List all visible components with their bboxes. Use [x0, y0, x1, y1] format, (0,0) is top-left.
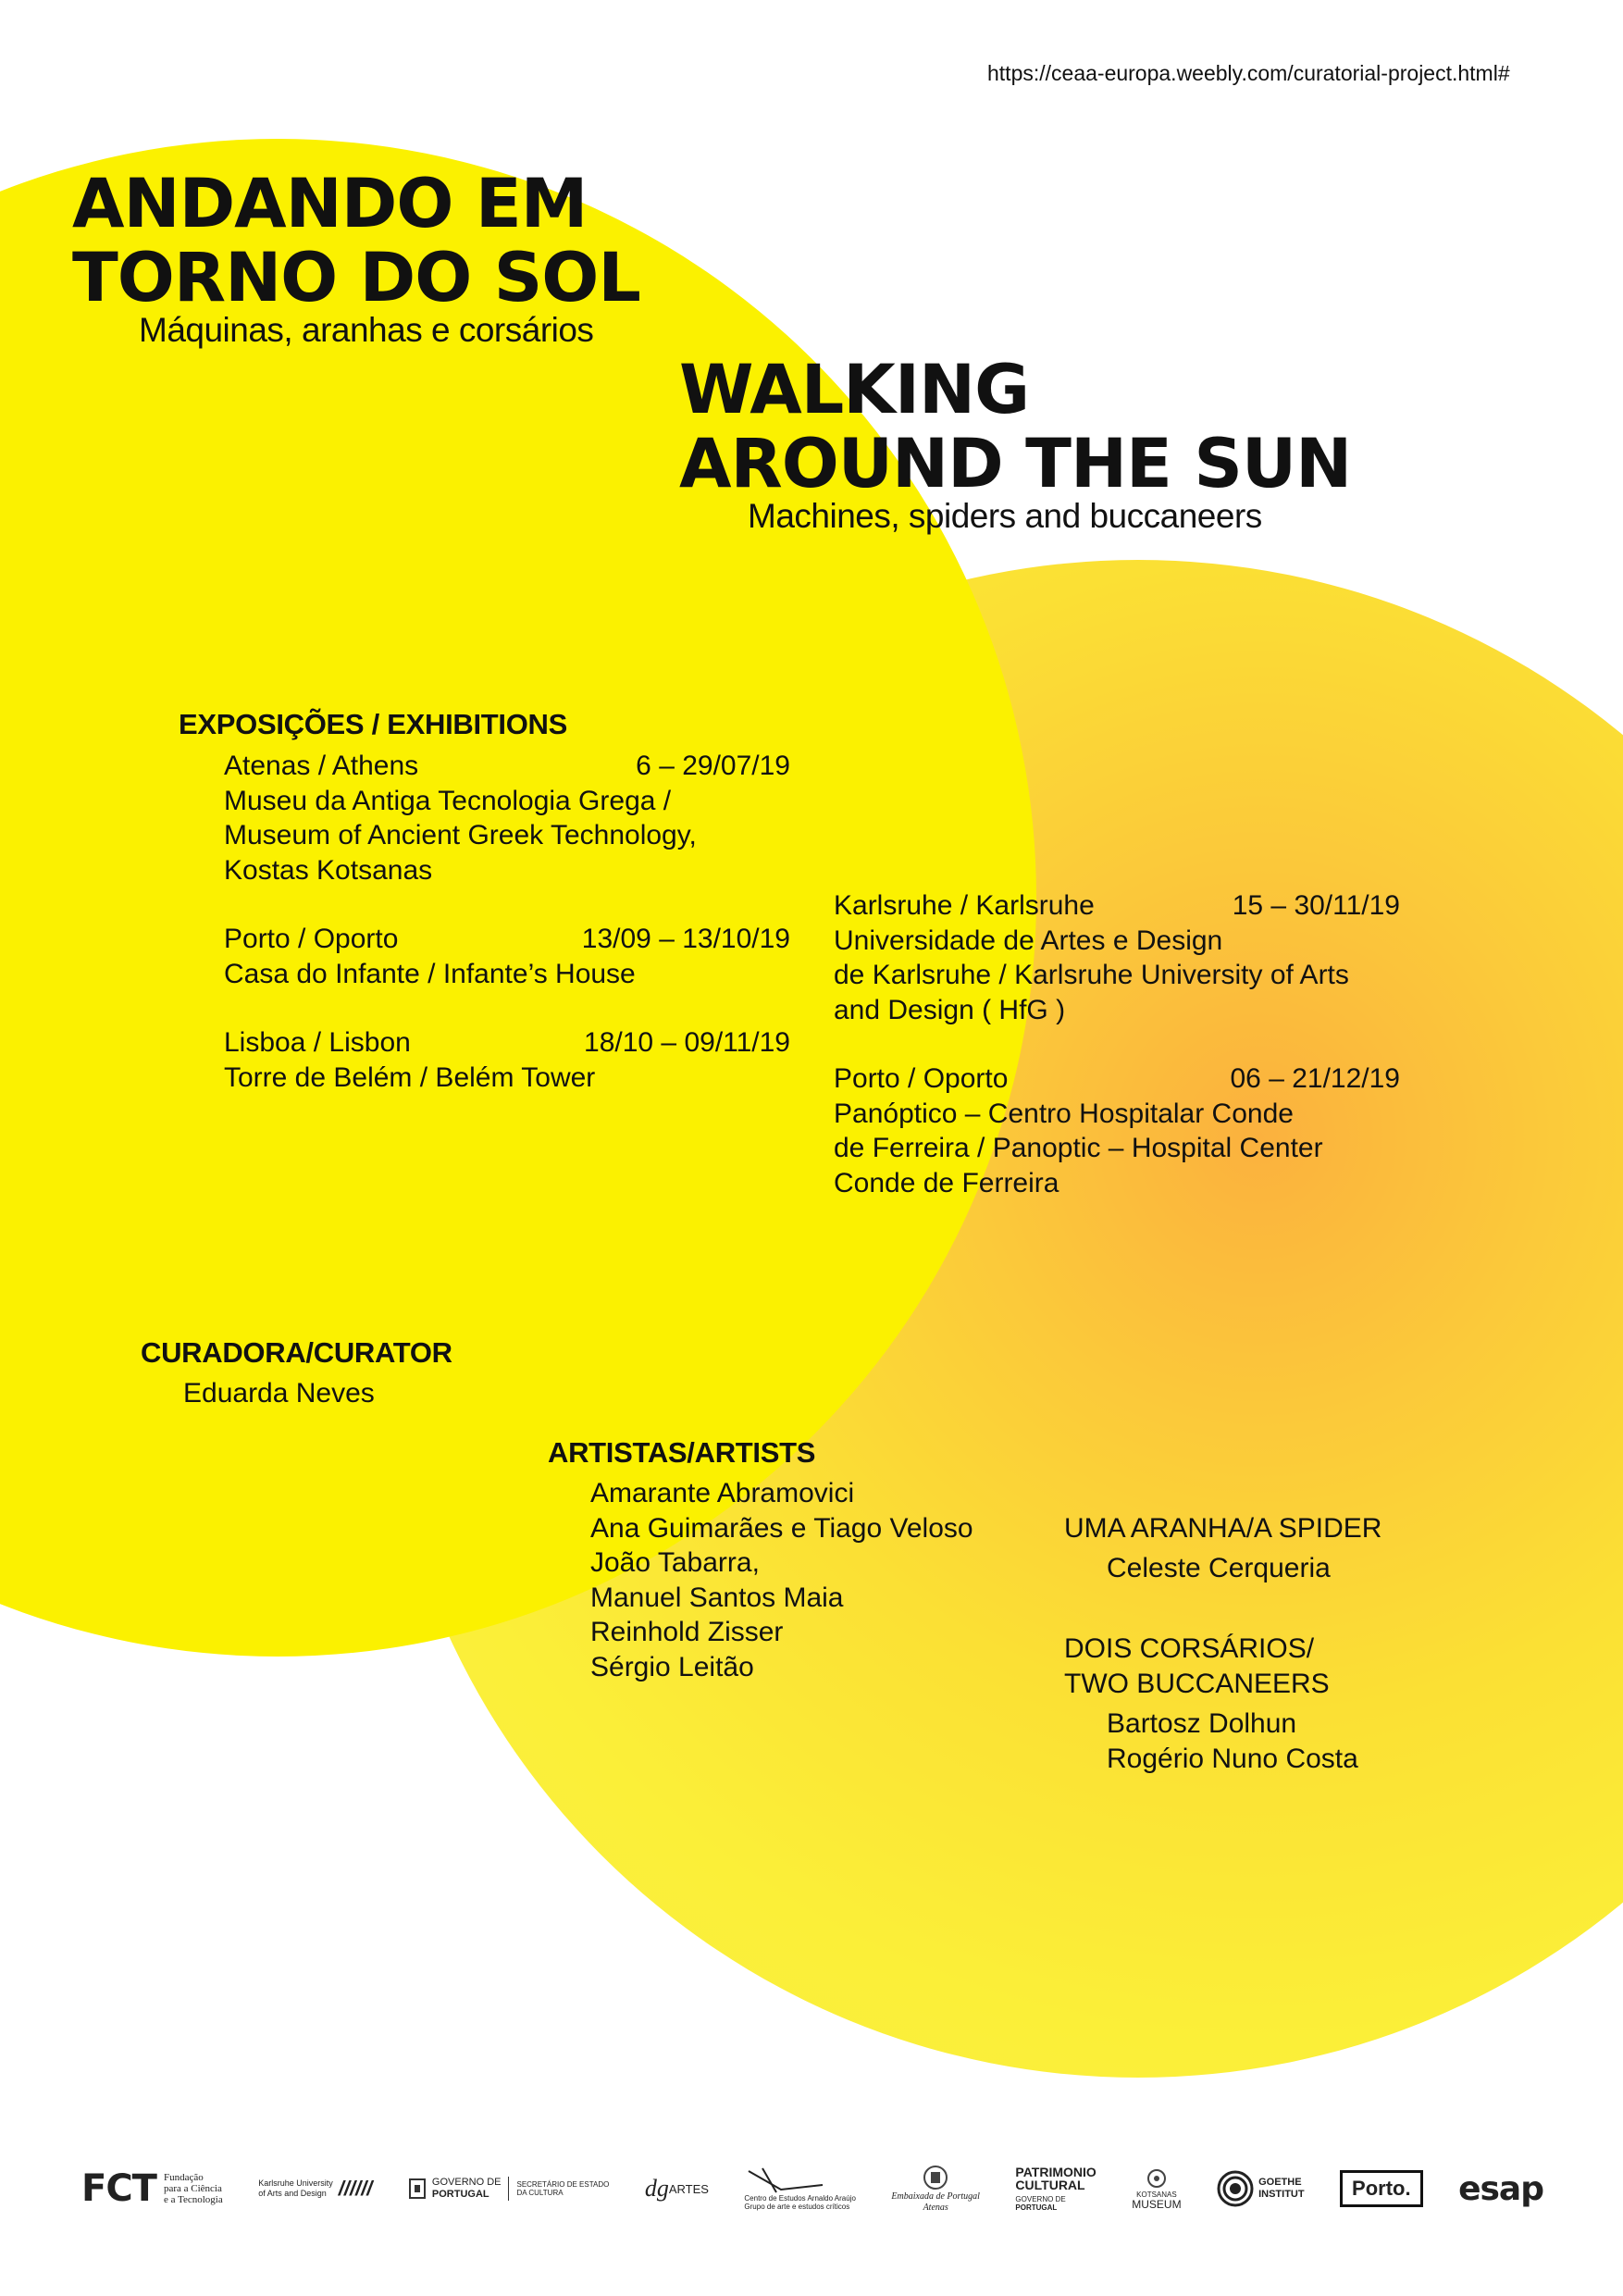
exhibition-lisbon [224, 1025, 790, 1095]
fct-mark: FCT [81, 2167, 156, 2210]
spider-heading: UMA ARANHA/A SPIDER [1064, 1513, 1382, 1544]
subtitle-pt: Máquinas, aranhas e corsários [139, 311, 594, 349]
kotsanas-emblem-icon [1145, 2166, 1169, 2191]
goethe-text: GOETHE [1258, 2177, 1302, 2188]
exhibition-venue-line: Museum of Ancient Greek Technology, [224, 820, 697, 850]
exhibition-venue-line: Conde de Ferreira [834, 1167, 1059, 1198]
exhibition-city: Karlsruhe / Karlsruhe [834, 890, 1095, 921]
subtitle-en: Machines, spiders and buccaneers [748, 497, 1262, 535]
logo-esap[interactable]: esap [1458, 2169, 1543, 2208]
dgartes-text: ARTES [668, 2181, 709, 2196]
title-pt-line1: ANDANDO EM [72, 165, 588, 243]
patrimonio-text: CULTURAL [1015, 2178, 1085, 2192]
exhibition-venue-line: Torre de Belém / Belém Tower [224, 1061, 596, 1093]
exhibitions-right-column [834, 888, 1400, 1200]
exhibition-venue-line: Kostas Kotsanas [224, 854, 433, 886]
exhibition-city: Lisboa / Lisbon [224, 1027, 411, 1058]
exhibition-dates: 13/09 – 13/10/19 [581, 924, 790, 954]
curator-heading: CURADORA/CURATOR [141, 1336, 452, 1369]
karlsruhe-text: Karlsruhe University [258, 2178, 333, 2188]
artists-heading: ARTISTAS/ARTISTS [548, 1436, 816, 1469]
curator-name: Eduarda Neves [183, 1378, 375, 1409]
logo-patrimonio-cultural[interactable] [1015, 2166, 1096, 2212]
goethe-circles-icon [1217, 2170, 1254, 2207]
governo-text: DA CULTURA [516, 2189, 564, 2197]
spider-name: Celeste Cerqueria [1107, 1553, 1331, 1583]
exhibition-dates: 18/10 – 09/11/19 [584, 1027, 790, 1058]
embaixada-text: Embaixada de Portugal [891, 2191, 980, 2202]
exhibition-dates: 15 – 30/11/19 [1232, 890, 1400, 921]
exhibition-venue-line: Museu da Antiga Tecnologia Grega / [224, 785, 672, 816]
exhibition-venue-line: and Design ( HfG ) [834, 994, 1066, 1025]
exhibition-city: Atenas / Athens [224, 751, 419, 781]
governo-emblem-icon [408, 2176, 428, 2202]
logo-porto[interactable]: Porto. [1340, 2170, 1423, 2207]
patrimonio-text: PORTUGAL [1015, 2203, 1058, 2212]
exhibition-venue-line: Universidade de Artes e Design [834, 925, 1223, 956]
exhibitions-heading: EXPOSIÇÕES / EXHIBITIONS [179, 708, 568, 740]
logo-goethe-institut[interactable] [1217, 2170, 1305, 2207]
artist-name: Ana Guimarães e Tiago Veloso [590, 1512, 973, 1544]
artist-name: Reinhold Zisser [590, 1617, 784, 1647]
goethe-text: INSTITUT [1258, 2189, 1305, 2200]
ceaa-text: Grupo de arte e estudos críticos [744, 2203, 850, 2211]
logo-governo-portugal-cultura[interactable] [408, 2176, 609, 2202]
buccaneers-heading: TWO BUCCANEERS [1064, 1668, 1330, 1699]
governo-text: GOVERNO DE [431, 2177, 502, 2188]
exhibition-athens [224, 749, 790, 887]
logo-dgartes[interactable] [645, 2175, 709, 2203]
coat-of-arms-icon [922, 2164, 949, 2191]
karlsruhe-text: of Arts and Design [258, 2189, 327, 2198]
kotsanas-text: KOTSANAS [1136, 2191, 1177, 2199]
logo-ceaa[interactable] [744, 2166, 856, 2211]
artist-name: Manuel Santos Maia [590, 1582, 844, 1613]
sponsor-logos [81, 2138, 1543, 2240]
buccaneer-name: Bartosz Dolhun [1107, 1708, 1297, 1739]
artists-list [590, 1476, 973, 1684]
ceaa-text: Centro de Estudos Arnaldo Araújo [744, 2194, 856, 2203]
exhibition-city: Porto / Oporto [224, 924, 399, 954]
artist-name: Amarante Abramovici [590, 1478, 855, 1508]
exhibition-venue-line: de Ferreira / Panoptic – Hospital Center [834, 1133, 1323, 1163]
exhibition-venue-line: Panóptico – Centro Hospitalar Conde [834, 1098, 1294, 1129]
fct-text: para a Ciência [163, 2183, 222, 2194]
fct-text: e a Tecnologia [163, 2194, 223, 2205]
exhibition-venue-line: Casa do Infante / Infante’s House [224, 958, 636, 989]
exhibition-porto-panoptico [834, 1061, 1400, 1200]
exhibition-dates: 06 – 21/12/19 [1230, 1063, 1400, 1094]
logo-fct[interactable] [81, 2167, 223, 2210]
dgartes-mark: dg [644, 2175, 669, 2202]
exhibition-venue-line: de Karlsruhe / Karlsruhe University of Arts [834, 960, 1349, 990]
exhibition-dates: 6 – 29/07/19 [636, 751, 790, 781]
source-url[interactable]: https://ceaa-europa.weebly.com/curatorial-project.html# [987, 61, 1510, 85]
exhibition-porto-infante [224, 922, 790, 991]
exhibition-karlsruhe [834, 888, 1400, 1027]
buccaneers-block [1064, 1632, 1358, 1776]
karlsruhe-mark: ////// [338, 2177, 373, 2200]
fct-text: Fundação [163, 2172, 204, 2183]
patrimonio-text: GOVERNO DE [1015, 2195, 1066, 2203]
logo-karlsruhe[interactable] [258, 2177, 372, 2201]
artist-name: João Tabarra, [590, 1547, 760, 1578]
patrimonio-text: PATRIMONIO [1015, 2165, 1096, 2179]
governo-text: SECRETÁRIO DE ESTADO [516, 2180, 610, 2189]
ceaa-symbol-icon [744, 2166, 827, 2194]
buccaneer-name: Rogério Nuno Costa [1107, 1743, 1358, 1774]
artist-name: Sérgio Leitão [590, 1651, 754, 1682]
governo-text: PORTUGAL [431, 2189, 489, 2200]
buccaneers-heading: DOIS CORSÁRIOS/ [1064, 1633, 1315, 1664]
logo-kotsanas-museum[interactable] [1132, 2166, 1181, 2211]
title-en-line1: WALKING [679, 351, 1029, 429]
embaixada-text: Atenas [923, 2203, 948, 2213]
kotsanas-text: MUSEUM [1132, 2198, 1182, 2211]
logo-embaixada[interactable] [891, 2164, 980, 2214]
title-pt-line2: TORNO DO SOL [72, 239, 640, 317]
exhibition-city: Porto / Oporto [834, 1063, 1009, 1094]
title-en-line2: AROUND THE SUN [679, 425, 1352, 503]
exhibitions-left-column [224, 749, 790, 1095]
